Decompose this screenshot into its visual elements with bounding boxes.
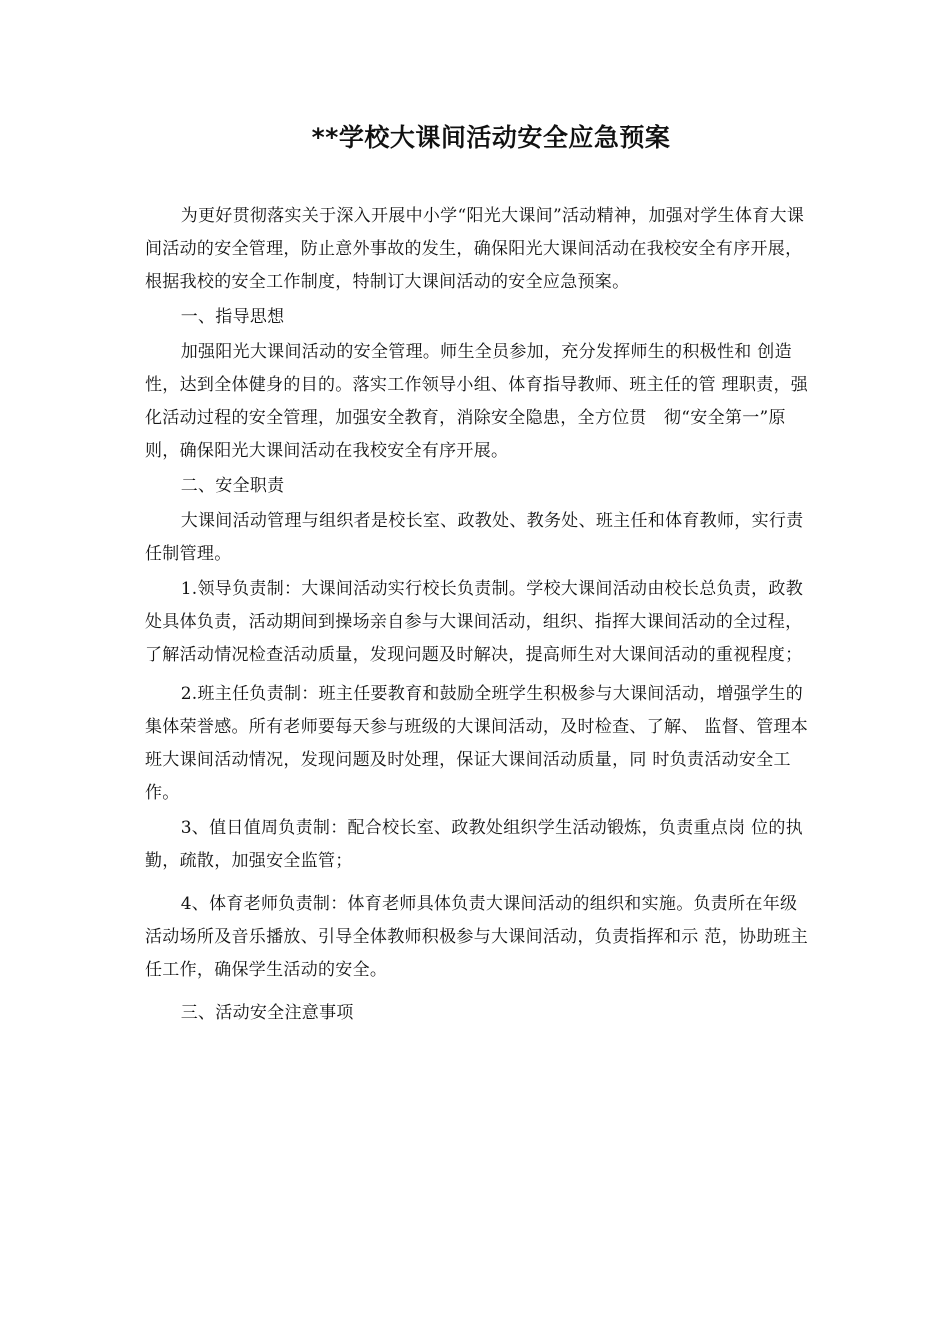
guiding-ideology-paragraph: 加强阳光大课间活动的安全管理。师生全员参加，充分发挥师生的积极性和 创造性，达到全体健身的目的。落实工作领导小组、体育指导教师、班主任的管 理职责，强化活动过程的安全管理，加强安全教育，消除安全隐患，全方位贯 彻“安全第一”原则，确保阳光大课间活动在我校安全有序开展。 [145, 342, 809, 461]
section-heading-safety-duties: 二、安全职责 [180, 476, 285, 496]
duty-item-duty-rotation: 3、值日值周负责制：配合校长室、政教处组织学生活动锻炼，负责重点岗 位的执勤，疏散，加强安全监管； [145, 818, 804, 871]
section-heading-safety-notes: 三、活动安全注意事项 [180, 1003, 354, 1023]
duty-item-pe-teacher: 4、体育老师负责制：体育老师具体负责大课间活动的组织和实施。负责所在年级活动场所及音乐播放、引导全体教师积极参与大课间活动，负责指挥和示 范，协助班主任工作，确保学生活动的安全。 [145, 894, 809, 980]
document-title: **学校大课间活动安全应急预案 [311, 123, 671, 152]
intro-paragraph: 为更好贯彻落实关于深入开展中小学“阳光大课间”活动精神，加强对学生体育大课间活动的安全管理，防止意外事故的发生，确保阳光大课间活动在我校安全有序开展，根据我校的安全工作制度，特制订大课间活动的安全应急预案。 [145, 206, 805, 292]
safety-duties-paragraph: 大课间活动管理与组织者是校长室、政教处、教务处、班主任和体育教师，实行责任制管理。 [145, 511, 804, 564]
duty-item-head-teacher: 2.班主任负责制：班主任要教育和鼓励全班学生积极参与大课间活动，增强学生的集体荣誉感。所有老师要每天参与班级的大课间活动，及时检查、了解、 监督、管理本班大课间活动情况，发现问题及时处理，保证大课间活动质量，同 时负责活动安全工作。 [145, 684, 809, 803]
duty-item-leadership: 1.领导负责制：大课间活动实行校长负责制。学校大课间活动由校长总负责，政教处具体负责，活动期间到操场亲自参与大课间活动，组织、指挥大课间活动的全过程，了解活动情况检查活动质量，发现问题及时解决，提高师生对大课间活动的重视程度； [145, 579, 804, 665]
document-body [145, 200, 810, 1030]
section-heading-guiding-ideology: 一、指导思想 [180, 307, 285, 327]
